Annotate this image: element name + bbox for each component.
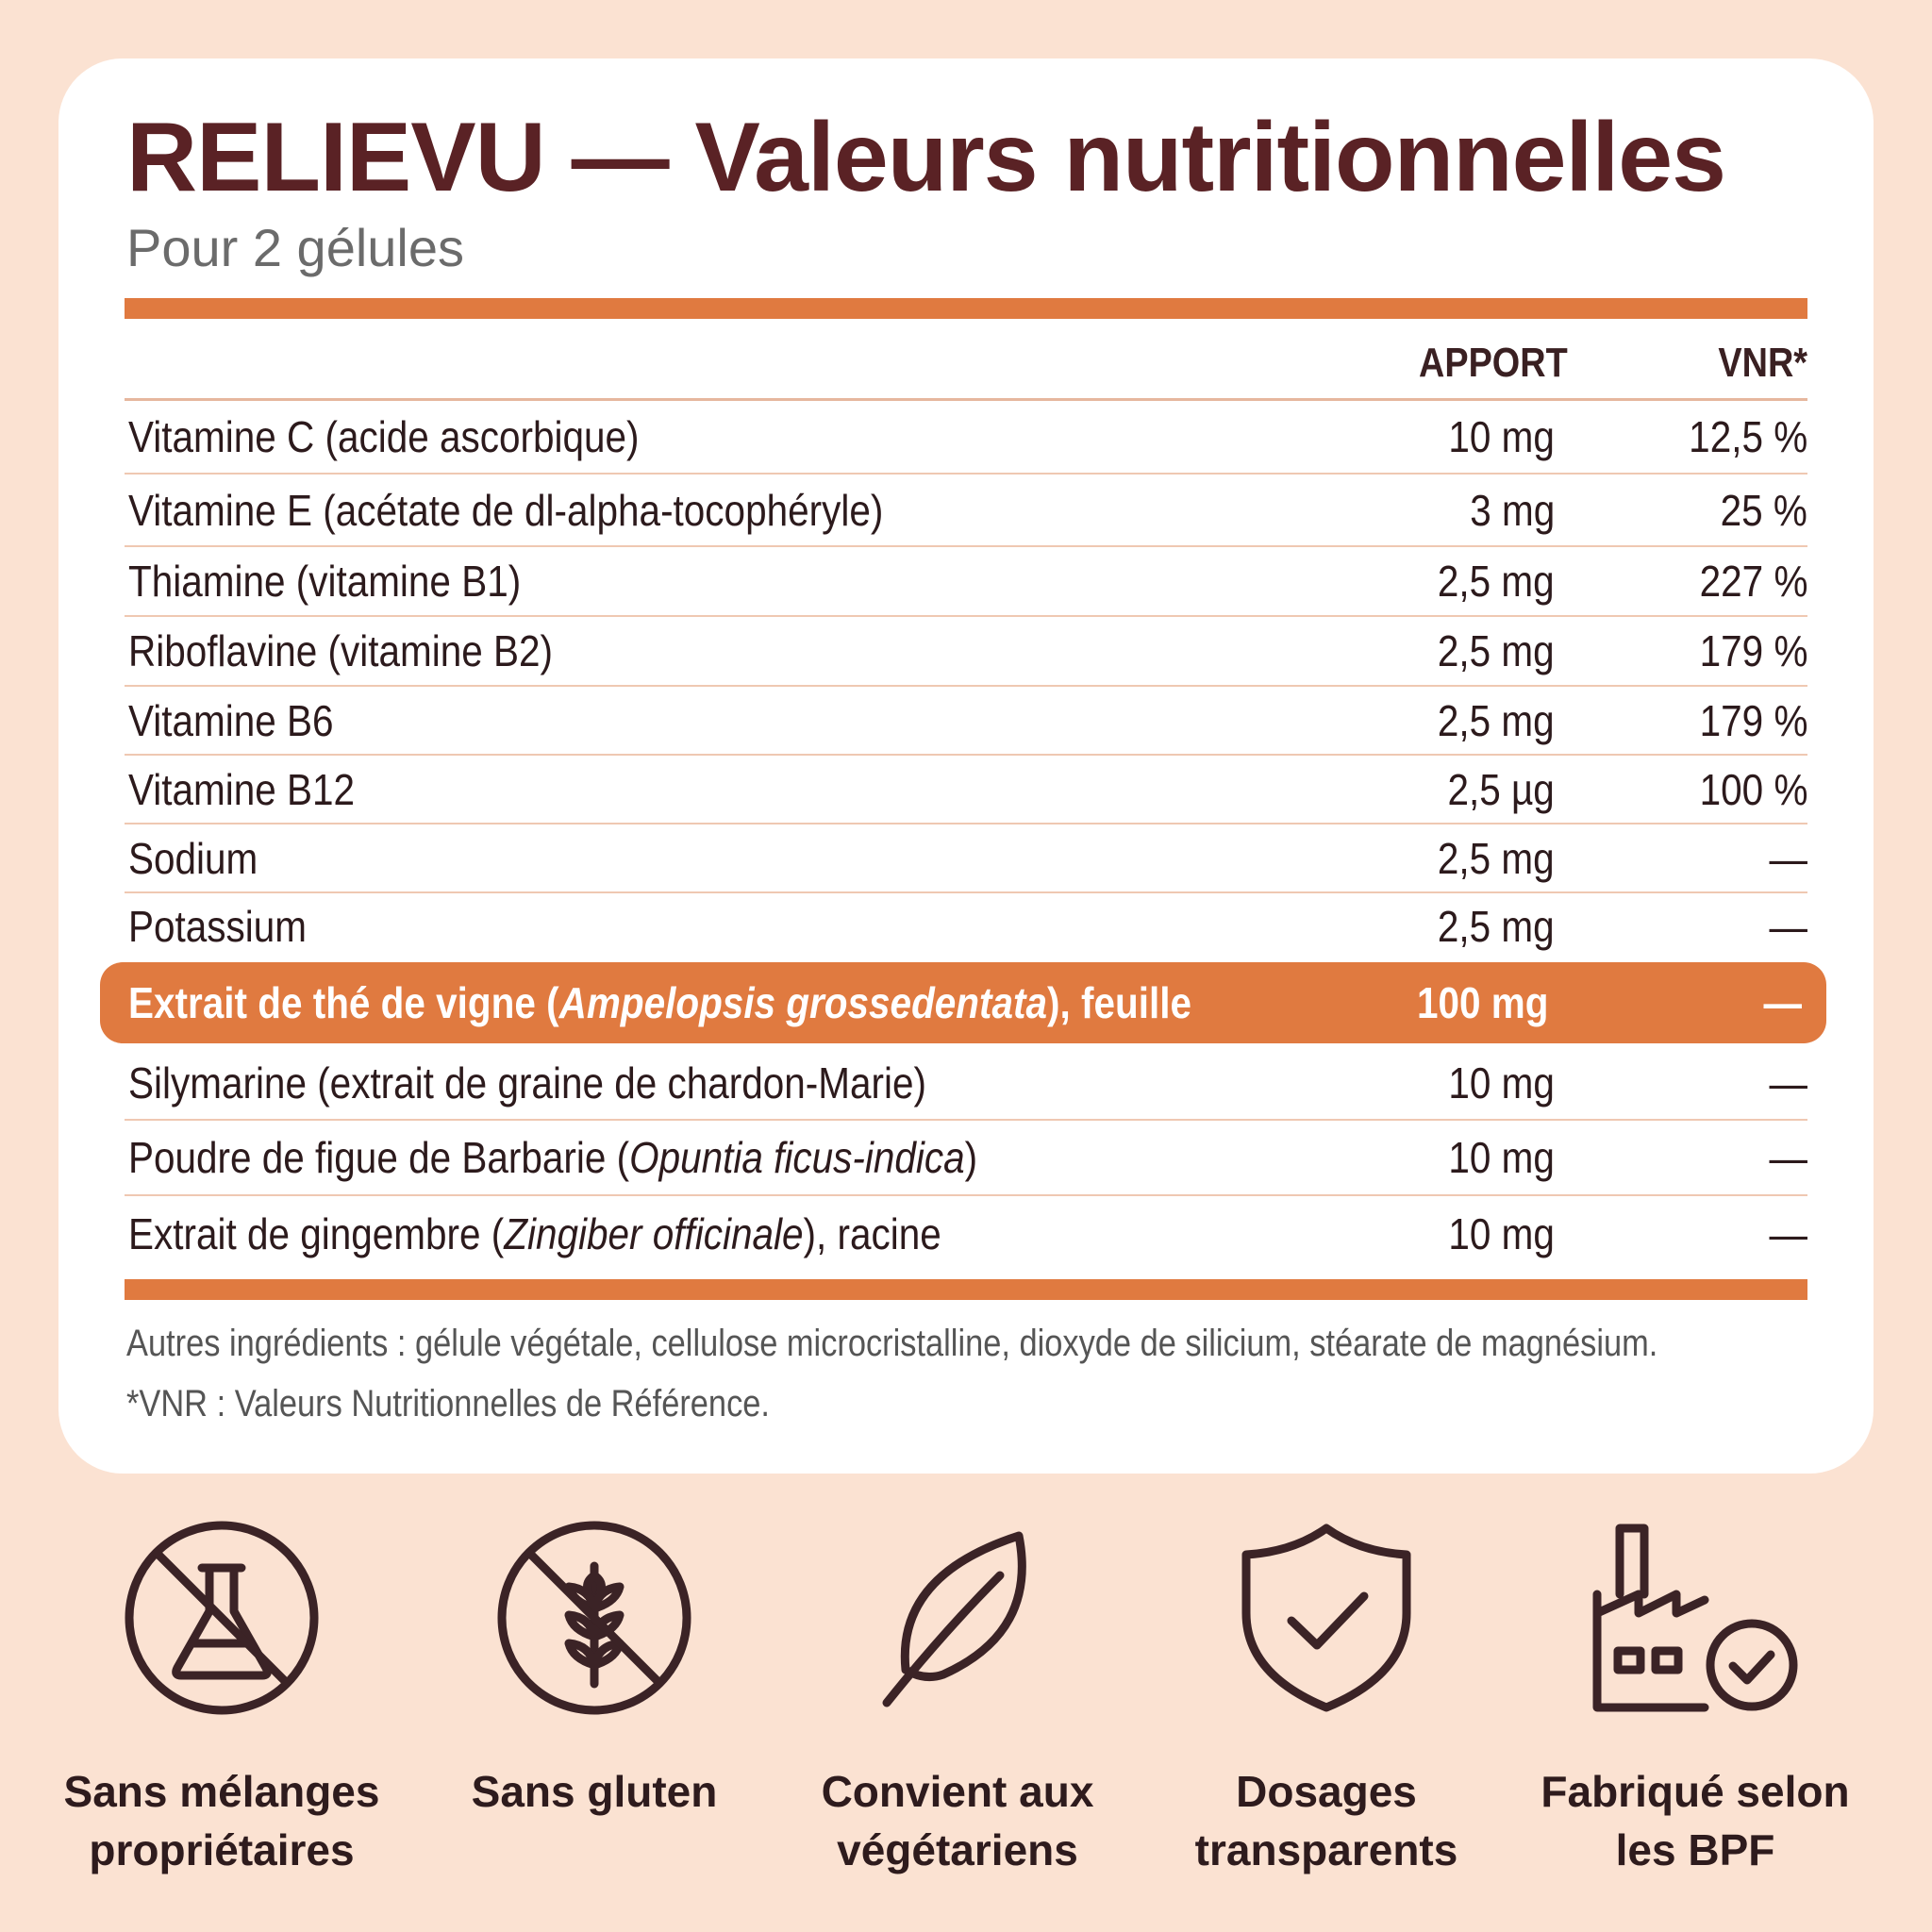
page-title: RELIEVU — Valeurs nutritionnelles xyxy=(126,103,1725,212)
row-vnr: — xyxy=(1769,1058,1807,1108)
row-name-post: ), feuille xyxy=(1047,978,1191,1027)
leaf-icon xyxy=(858,1519,1057,1717)
vnr-footnote: *VNR : Valeurs Nutritionnelles de Référence. xyxy=(126,1383,770,1424)
no-flask-icon xyxy=(123,1519,321,1717)
row-name: Potassium xyxy=(128,902,307,951)
badge-line-1: Fabriqué selon xyxy=(1541,1767,1850,1816)
badge-label xyxy=(410,1762,778,1821)
row-apport: 10 mg xyxy=(1448,412,1555,461)
table-row xyxy=(125,1046,1807,1121)
badge-gmp xyxy=(1511,1519,1879,1879)
row-vnr: — xyxy=(1769,902,1807,951)
row-name: Sodium xyxy=(128,833,258,883)
row-vnr: 12,5 % xyxy=(1688,412,1807,461)
column-header-vnr: VNR* xyxy=(1718,340,1807,386)
table-row xyxy=(125,756,1807,824)
row-apport: 2,5 µg xyxy=(1447,764,1555,814)
table-row xyxy=(125,475,1807,547)
row-name: Silymarine (extrait de graine de chardon-Marie) xyxy=(128,1058,926,1108)
badge-line-1: Sans gluten xyxy=(471,1767,718,1816)
row-vnr: 100 % xyxy=(1699,764,1807,814)
row-name xyxy=(128,1132,977,1183)
row-name: Thiamine (vitamine B1) xyxy=(128,557,522,606)
row-apport: 2,5 mg xyxy=(1438,626,1555,675)
row-apport: 10 mg xyxy=(1448,1209,1555,1258)
row-apport: 2,5 mg xyxy=(1438,557,1555,606)
row-vnr: — xyxy=(1769,833,1807,883)
row-vnr: 179 % xyxy=(1699,626,1807,675)
row-apport: 10 mg xyxy=(1448,1133,1555,1182)
row-name-latin: Zingiber officinale xyxy=(504,1209,804,1258)
row-name-post: ), racine xyxy=(803,1209,941,1258)
row-vnr: 227 % xyxy=(1699,557,1807,606)
row-name-post: ) xyxy=(964,1133,978,1182)
row-vnr: — xyxy=(1769,1209,1807,1258)
bottom-accent-bar xyxy=(125,1279,1807,1300)
row-name: Vitamine B12 xyxy=(128,764,356,814)
row-name xyxy=(128,1208,941,1259)
badge-line-1: Dosages xyxy=(1236,1767,1417,1816)
table-row xyxy=(125,687,1807,756)
row-vnr: — xyxy=(1769,1133,1807,1182)
row-apport: 2,5 mg xyxy=(1438,833,1555,883)
badge-label xyxy=(774,1762,1141,1879)
table-row xyxy=(125,401,1807,475)
badge-line-2: propriétaires xyxy=(89,1825,355,1874)
badge-line-2: transparents xyxy=(1194,1825,1458,1874)
row-apport: 10 mg xyxy=(1448,1058,1555,1108)
badge-line-1: Sans mélanges xyxy=(63,1767,380,1816)
row-apport: 100 mg xyxy=(1417,978,1549,1027)
row-vnr: 179 % xyxy=(1699,695,1807,745)
no-wheat-icon xyxy=(495,1519,693,1717)
row-name: Vitamine C (acide ascorbique) xyxy=(128,412,640,461)
top-accent-bar xyxy=(125,298,1807,319)
row-name-latin: Opuntia ficus-indica xyxy=(629,1133,965,1182)
badge-vegetarian xyxy=(774,1519,1141,1879)
table-row xyxy=(125,617,1807,687)
badge-line-1: Convient aux xyxy=(821,1767,1094,1816)
badge-line-2: végétariens xyxy=(837,1825,1078,1874)
row-vnr: — xyxy=(1763,978,1802,1027)
column-header-apport: APPORT xyxy=(1419,340,1568,386)
other-ingredients-note: Autres ingrédients : gélule végétale, cellulose microcristalline, dioxyde de silicium, stéarate de magnésium. xyxy=(126,1323,1658,1364)
row-name: Vitamine E (acétate de dl-alpha-tocophéryle) xyxy=(128,485,884,535)
row-name-latin: Ampelopsis grossedentata xyxy=(558,978,1048,1027)
table-row xyxy=(125,547,1807,617)
row-vnr: 25 % xyxy=(1720,485,1807,535)
badge-label xyxy=(1142,1762,1510,1879)
row-apport: 2,5 mg xyxy=(1438,695,1555,745)
row-name-pre: Extrait de thé de vigne ( xyxy=(128,978,559,1027)
badge-label xyxy=(38,1762,406,1879)
row-apport: 3 mg xyxy=(1470,485,1555,535)
badge-line-2: les BPF xyxy=(1615,1825,1775,1874)
row-name: Riboflavine (vitamine B2) xyxy=(128,626,553,675)
highlighted-table-row xyxy=(100,962,1826,1043)
shield-check-icon xyxy=(1227,1519,1425,1717)
page-subtitle: Pour 2 gélules xyxy=(126,218,465,277)
table-row xyxy=(125,893,1807,959)
badge-label xyxy=(1511,1762,1879,1879)
table-row xyxy=(125,824,1807,893)
badge-transparent-dosages xyxy=(1142,1519,1510,1879)
factory-check-icon xyxy=(1582,1519,1808,1717)
row-name: Vitamine B6 xyxy=(128,695,334,745)
row-name-pre: Extrait de gingembre ( xyxy=(128,1209,505,1258)
badge-no-proprietary-blends xyxy=(38,1519,406,1879)
badge-gluten-free xyxy=(410,1519,778,1821)
row-name xyxy=(128,977,1191,1028)
row-name-pre: Poudre de figue de Barbarie ( xyxy=(128,1133,630,1182)
table-row xyxy=(125,1121,1807,1196)
table-row xyxy=(125,1196,1807,1272)
row-apport: 2,5 mg xyxy=(1438,902,1555,951)
